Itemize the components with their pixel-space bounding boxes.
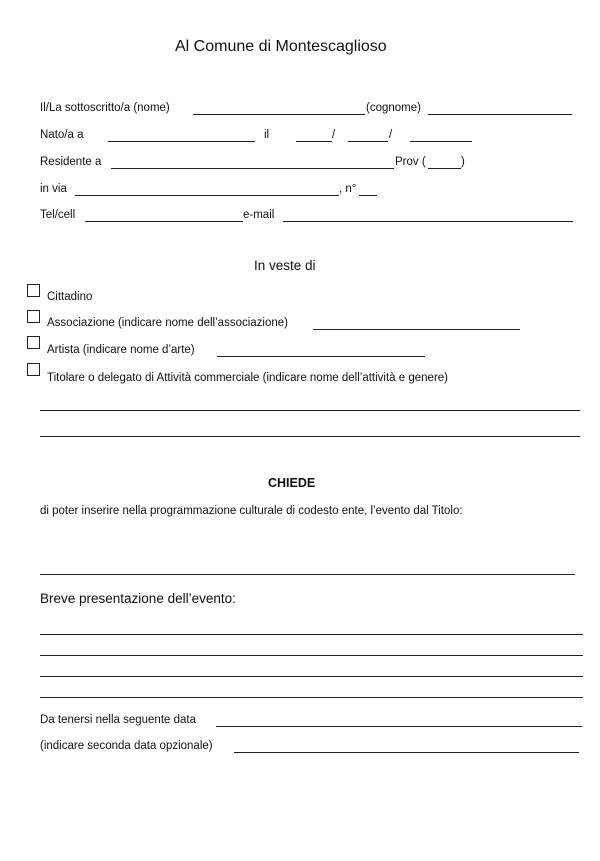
data2-field[interactable] xyxy=(234,752,579,753)
presentazione-heading: Breve presentazione dell’evento: xyxy=(40,591,236,606)
residente-field[interactable] xyxy=(111,168,394,169)
cognome-field[interactable] xyxy=(428,114,572,115)
cittadino-label: Cittadino xyxy=(47,291,93,303)
il-label: il xyxy=(264,129,270,141)
veste-heading: In veste di xyxy=(254,258,316,273)
associazione-checkbox[interactable] xyxy=(27,310,40,323)
artista-label: Artista (indicare nome d’arte) xyxy=(47,344,195,356)
chiede-text: di poter inserire nella programmazione culturale di codesto ente, l’evento dal Titolo: xyxy=(40,505,463,517)
presentazione-line-2[interactable] xyxy=(40,655,583,656)
titolare-label: Titolare o delegato di Attività commerciale (indicare nome dell’attività e genere) xyxy=(47,372,448,384)
month-field[interactable] xyxy=(348,141,388,142)
titolare-field-2[interactable] xyxy=(40,436,580,437)
presentazione-line-3[interactable] xyxy=(40,676,583,677)
data2-label: (indicare seconda data opzionale) xyxy=(40,740,213,752)
numero-label: , n° xyxy=(339,183,357,195)
cittadino-checkbox[interactable] xyxy=(27,284,40,297)
associazione-label: Associazione (indicare nome dell’associazione) xyxy=(47,317,288,329)
date-slash-1: / xyxy=(332,129,336,141)
year-field[interactable] xyxy=(410,141,472,142)
residente-label: Residente a xyxy=(40,156,102,168)
tel-label: Tel/cell xyxy=(40,209,76,221)
titolare-field-1[interactable] xyxy=(40,410,580,411)
nato-label: Nato/a a xyxy=(40,129,84,141)
day-field[interactable] xyxy=(296,141,332,142)
data1-field[interactable] xyxy=(216,726,582,727)
associazione-field[interactable] xyxy=(313,329,520,330)
via-label: in via xyxy=(40,183,67,195)
prov-close: ) xyxy=(461,156,465,168)
numero-field[interactable] xyxy=(359,195,377,196)
prov-label: Prov ( xyxy=(395,156,426,168)
prov-field[interactable] xyxy=(428,168,461,169)
presentazione-line-1[interactable] xyxy=(40,634,583,635)
chiede-heading: CHIEDE xyxy=(268,476,316,490)
nome-label: Il/La sottoscritto/a (nome) xyxy=(40,102,170,114)
email-label: e-mail xyxy=(243,209,275,221)
artista-checkbox[interactable] xyxy=(27,336,40,349)
via-field[interactable] xyxy=(75,195,339,196)
nome-field[interactable] xyxy=(193,114,365,115)
tel-field[interactable] xyxy=(85,221,243,222)
cognome-label: (cognome) xyxy=(366,102,421,114)
date-slash-2: / xyxy=(389,129,393,141)
titolare-checkbox[interactable] xyxy=(27,363,40,376)
nato-field[interactable] xyxy=(108,141,255,142)
artista-field[interactable] xyxy=(217,356,425,357)
titolo-field[interactable] xyxy=(40,574,575,575)
page-title: Al Comune di Montescaglioso xyxy=(175,38,387,55)
email-field[interactable] xyxy=(283,221,573,222)
data1-label: Da tenersi nella seguente data xyxy=(40,714,196,726)
presentazione-line-4[interactable] xyxy=(40,697,583,698)
